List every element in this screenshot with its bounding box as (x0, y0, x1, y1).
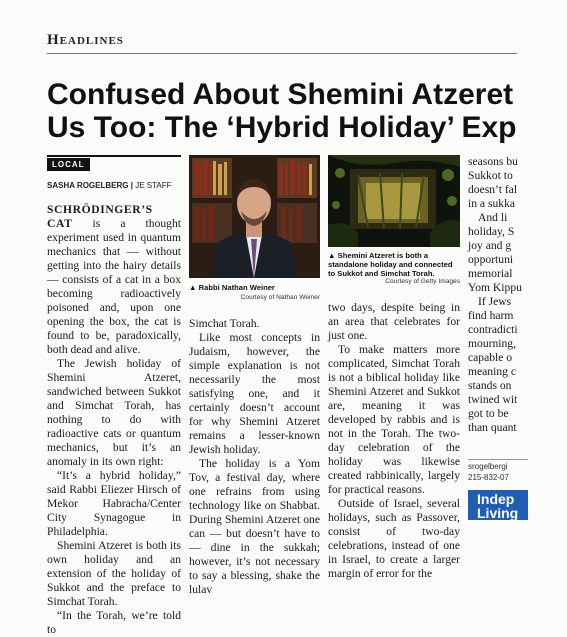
headline-line-1: Confused About Shemini Atzeret (47, 78, 514, 111)
lead-in: SCHRÖDINGER’S CAT (47, 203, 153, 230)
byline-separator: | (128, 181, 136, 190)
author-contact (468, 461, 528, 483)
section-divider (47, 53, 517, 54)
photo-2-caption: ▲ Shemini Atzeret is both a standalone holiday and connected to Sukkot and Simchat Torah. (328, 251, 453, 278)
sidebar-divider (468, 459, 528, 460)
headline-line-2: Us Too: The ‘Hybrid Holiday’ Exp (47, 111, 517, 144)
article-column-1 (47, 203, 181, 637)
author-email: srogelbergi (468, 462, 508, 471)
rabbi-photo-illustration (189, 155, 320, 278)
paragraph: Shemini Atzeret is both its own holiday and an extension of the holiday of Sukkot and the preface to Simchat Torah. (47, 539, 181, 608)
paragraph: Simchat Torah. (189, 317, 260, 330)
article-column-3 (328, 301, 460, 581)
paragraph: The holiday is a Yom Tov, a festival day, where one refrains from using technology like on Shabbat. During Shemini Atzeret one can — but doesn’t have to — dine in the sukkah; however, it’s not necessary to say a blessing, shake the lulav (189, 457, 320, 596)
paragraph: Outside of Israel, several holidays, such as Passover, consist of two-day celebrations, instead of one in Israel, to create a larger margin of error for the (328, 497, 460, 580)
headline (47, 78, 567, 144)
paragraph: SCHRÖDINGER’S CAT is a thought experiment used in quantum mechanics that — without getting into the hairy details — consists of a cat in a box becoming radioactively poisoned and, upon one opening the box, the cat is found to be, paradoxically, both dead and alive. (47, 203, 181, 356)
article-column-2 (189, 317, 320, 597)
ad-line-2: Living (477, 505, 519, 521)
paragraph: The Jewish holiday of Shemini Atzeret, sandwiched between Sukkot and Simchat Torah, has nothing to do with radioactive cats or quantum mechanics, but it’s an anomaly in its own right: (47, 357, 181, 468)
paragraph: two days, despite being in an area that celebrates for just one. (328, 301, 460, 342)
caption-marker: ▲ (328, 251, 336, 260)
byline (47, 181, 181, 190)
paragraph: Like most concepts in Judaism, however, the simple explanation is not necessarily the most satisfying one, and it certainly doesn’t account for why Shemini Atzeret remains a lesser-known Jewish holiday. (189, 331, 320, 456)
sukkah-photo-illustration (328, 155, 460, 247)
section-tag: LOCAL (47, 158, 90, 171)
rabbi-photo (189, 155, 320, 278)
byline-role: JE STAFF (135, 181, 172, 190)
paragraph: “It’s a hybrid holiday,” said Rabbi Eliezer Hirsch of Mekor Habracha/Center City Synagogue in Philadelphia. (47, 469, 181, 538)
photo-1-credit: Courtesy of Nathan Weiner (240, 294, 320, 301)
ad-line-1: Indep (477, 491, 515, 507)
photo-1-caption: ▲ Rabbi Nathan Weiner (189, 283, 275, 292)
paragraph: “In the Torah, we’re told to (47, 609, 181, 636)
photo-2-credit: Courtesy of Getty Images (385, 278, 460, 285)
sukkah-photo (328, 155, 460, 247)
article-column-4: seasons bu Sukkot to doesn’t fal in a sukka And li holiday, S joy and g opportuni memorial Yom Kippu If Jews find harm contradicti mourning, capable o meaning c stands on twined wit got to be than quant (468, 155, 522, 434)
tag-divider (47, 155, 181, 157)
paragraph: To make matters more complicated, Simchat Torah is not a biblical holiday like Shemini Atzeret and Sukkot are, meaning it was developed by rabbis and is not in the Torah. The two-day celebration of the holiday was likewise created rabbinically, largely for practical reasons. (328, 343, 460, 496)
byline-author: SASHA ROGELBERG (47, 181, 129, 190)
section-heading: Headlines (47, 32, 124, 48)
advertisement[interactable] (468, 490, 528, 520)
author-phone: 215-832-07 (468, 473, 509, 482)
caption-marker: ▲ (189, 283, 197, 292)
